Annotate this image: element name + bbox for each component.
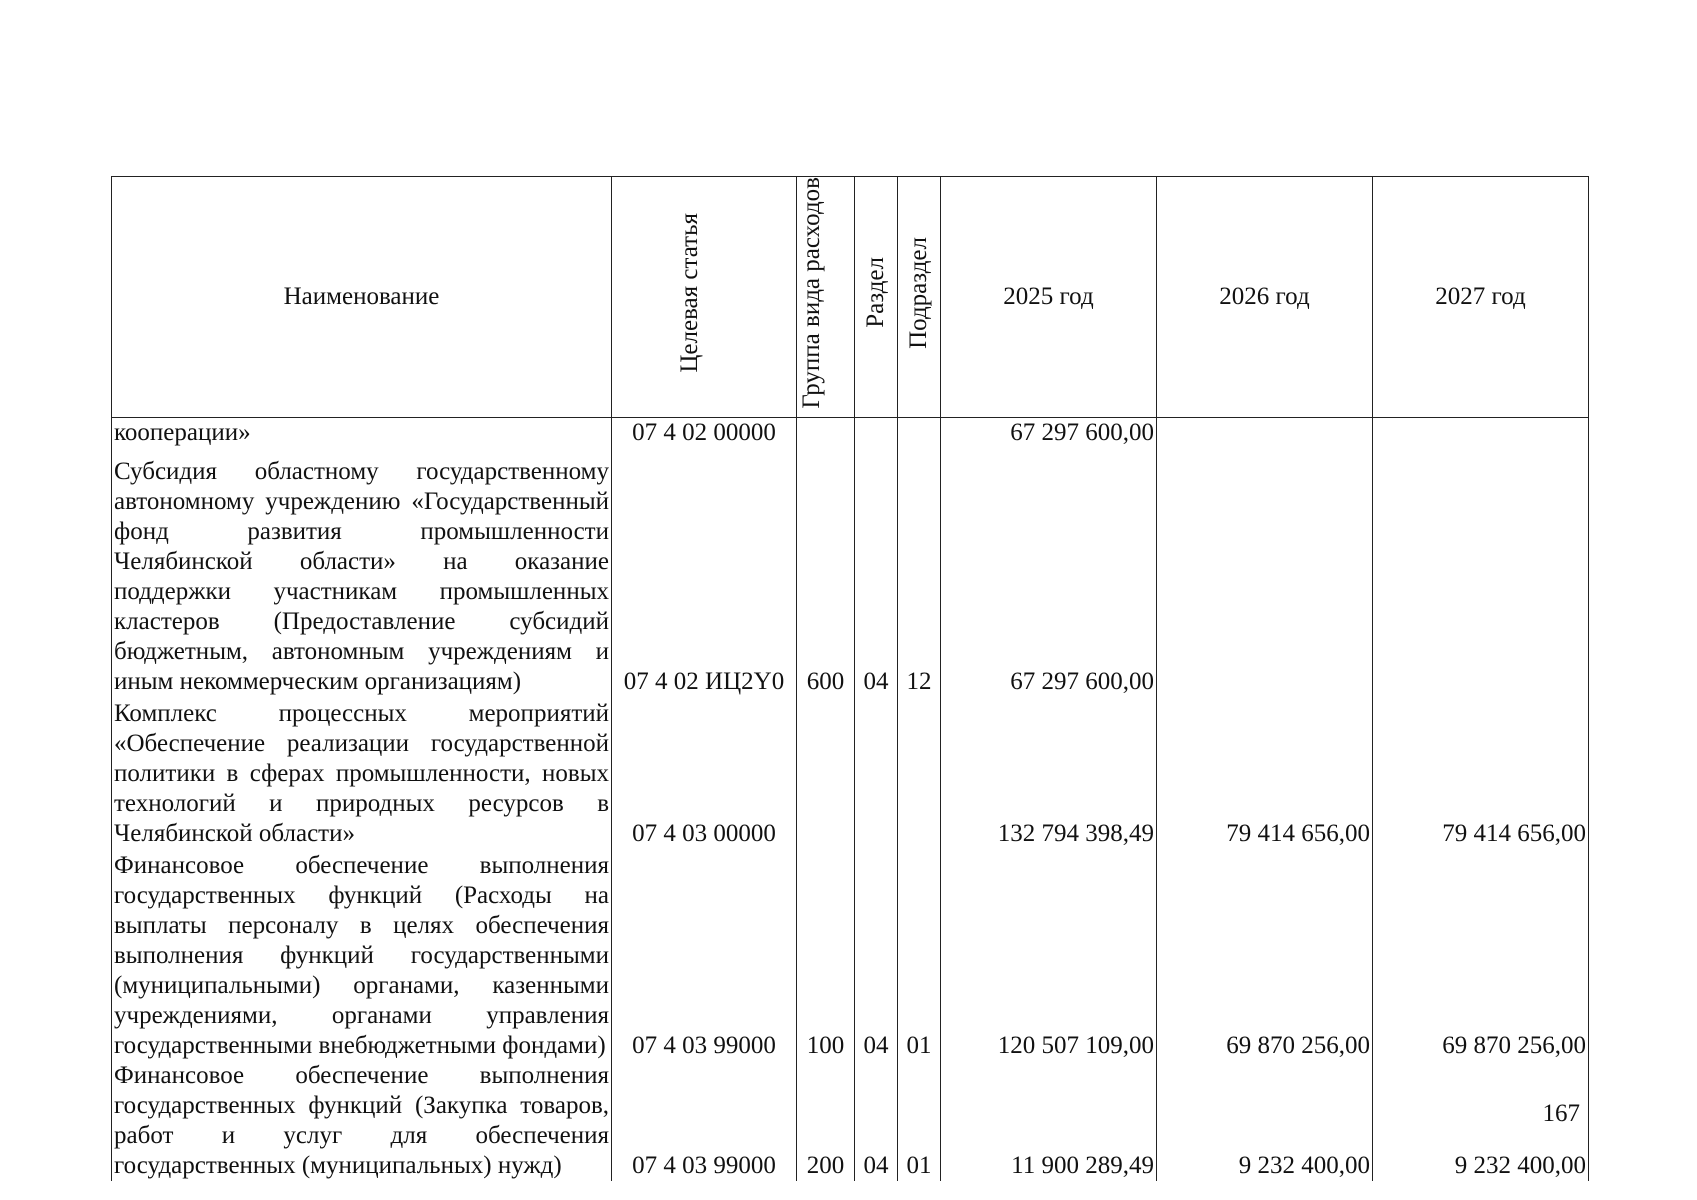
row-name: Комплекс процессных мероприятий «Обеспечение реализации государственной политики в сферах промышленности, новых технологий и природных ресурсов в Челябинской области» [112,697,612,849]
row-2027: 9 232 400,00 [1373,1061,1589,1181]
row-group [797,697,855,849]
row-name: Финансовое обеспечение выполнения государственных функций (Расходы на выплаты персоналу в целях обеспечения выполнения функций государственными (муниципальными) органами, казенными учреждениями, органами управления государственными внебюджетными фондами) [112,849,612,1061]
row-target: 07 4 03 00000 [612,697,797,849]
row-subsection [898,697,941,849]
table-row [112,849,1589,1061]
row-subsection: 01 [898,849,941,1061]
row-target: 07 4 03 99000 [612,849,797,1061]
row-subsection: 01 [898,1061,941,1181]
header-row [112,177,1589,418]
header-subsection: Подраздел [898,177,941,418]
row-2025: 120 507 109,00 [941,849,1157,1061]
row-group [797,417,855,457]
row-2026: 69 870 256,00 [1157,849,1373,1061]
row-2026 [1157,417,1373,457]
header-group: Группа вида расходов [797,177,855,418]
row-2025: 67 297 600,00 [941,417,1157,457]
row-subsection [898,417,941,457]
row-target: 07 4 02 00000 [612,417,797,457]
row-group: 100 [797,849,855,1061]
table-row [112,1061,1589,1181]
header-2027: 2027 год [1373,177,1589,418]
header-2025: 2025 год [941,177,1157,418]
header-section: Раздел [855,177,898,418]
row-section: 04 [855,457,898,697]
row-section: 04 [855,849,898,1061]
row-2026: 9 232 400,00 [1157,1061,1373,1181]
row-target: 07 4 02 ИЦ2Y0 [612,457,797,697]
header-name: Наименование [112,177,612,418]
row-2027 [1373,457,1589,697]
header-2026: 2026 год [1157,177,1373,418]
row-2027: 79 414 656,00 [1373,697,1589,849]
row-2025: 67 297 600,00 [941,457,1157,697]
row-section [855,417,898,457]
row-section [855,697,898,849]
page-number: 167 [1542,1100,1580,1127]
row-subsection: 12 [898,457,941,697]
row-section: 04 [855,1061,898,1181]
budget-table [111,176,1589,1181]
row-name: кооперации» [112,417,612,457]
table-row [112,417,1589,457]
row-name: Финансовое обеспечение выполнения государственных функций (Закупка товаров, работ и услуг для обеспечения государственных (муниципальных) нужд) [112,1061,612,1181]
row-2027 [1373,417,1589,457]
row-2025: 11 900 289,49 [941,1061,1157,1181]
row-group: 600 [797,457,855,697]
row-name: Субсидия областному государственному автономному учреждению «Государственный фонд развития промышленности Челябинской области» на оказание поддержки участникам промышленных кластеров (Предоставление субсидий бюджетным, автономным учреждениям и иным некоммерческим организациям) [112,457,612,697]
row-target: 07 4 03 99000 [612,1061,797,1181]
row-2027: 69 870 256,00 [1373,849,1589,1061]
row-2026 [1157,457,1373,697]
table-row [112,697,1589,849]
row-2025: 132 794 398,49 [941,697,1157,849]
header-target: Целевая статья [612,177,797,418]
row-group: 200 [797,1061,855,1181]
table-row [112,457,1589,697]
row-2026: 79 414 656,00 [1157,697,1373,849]
